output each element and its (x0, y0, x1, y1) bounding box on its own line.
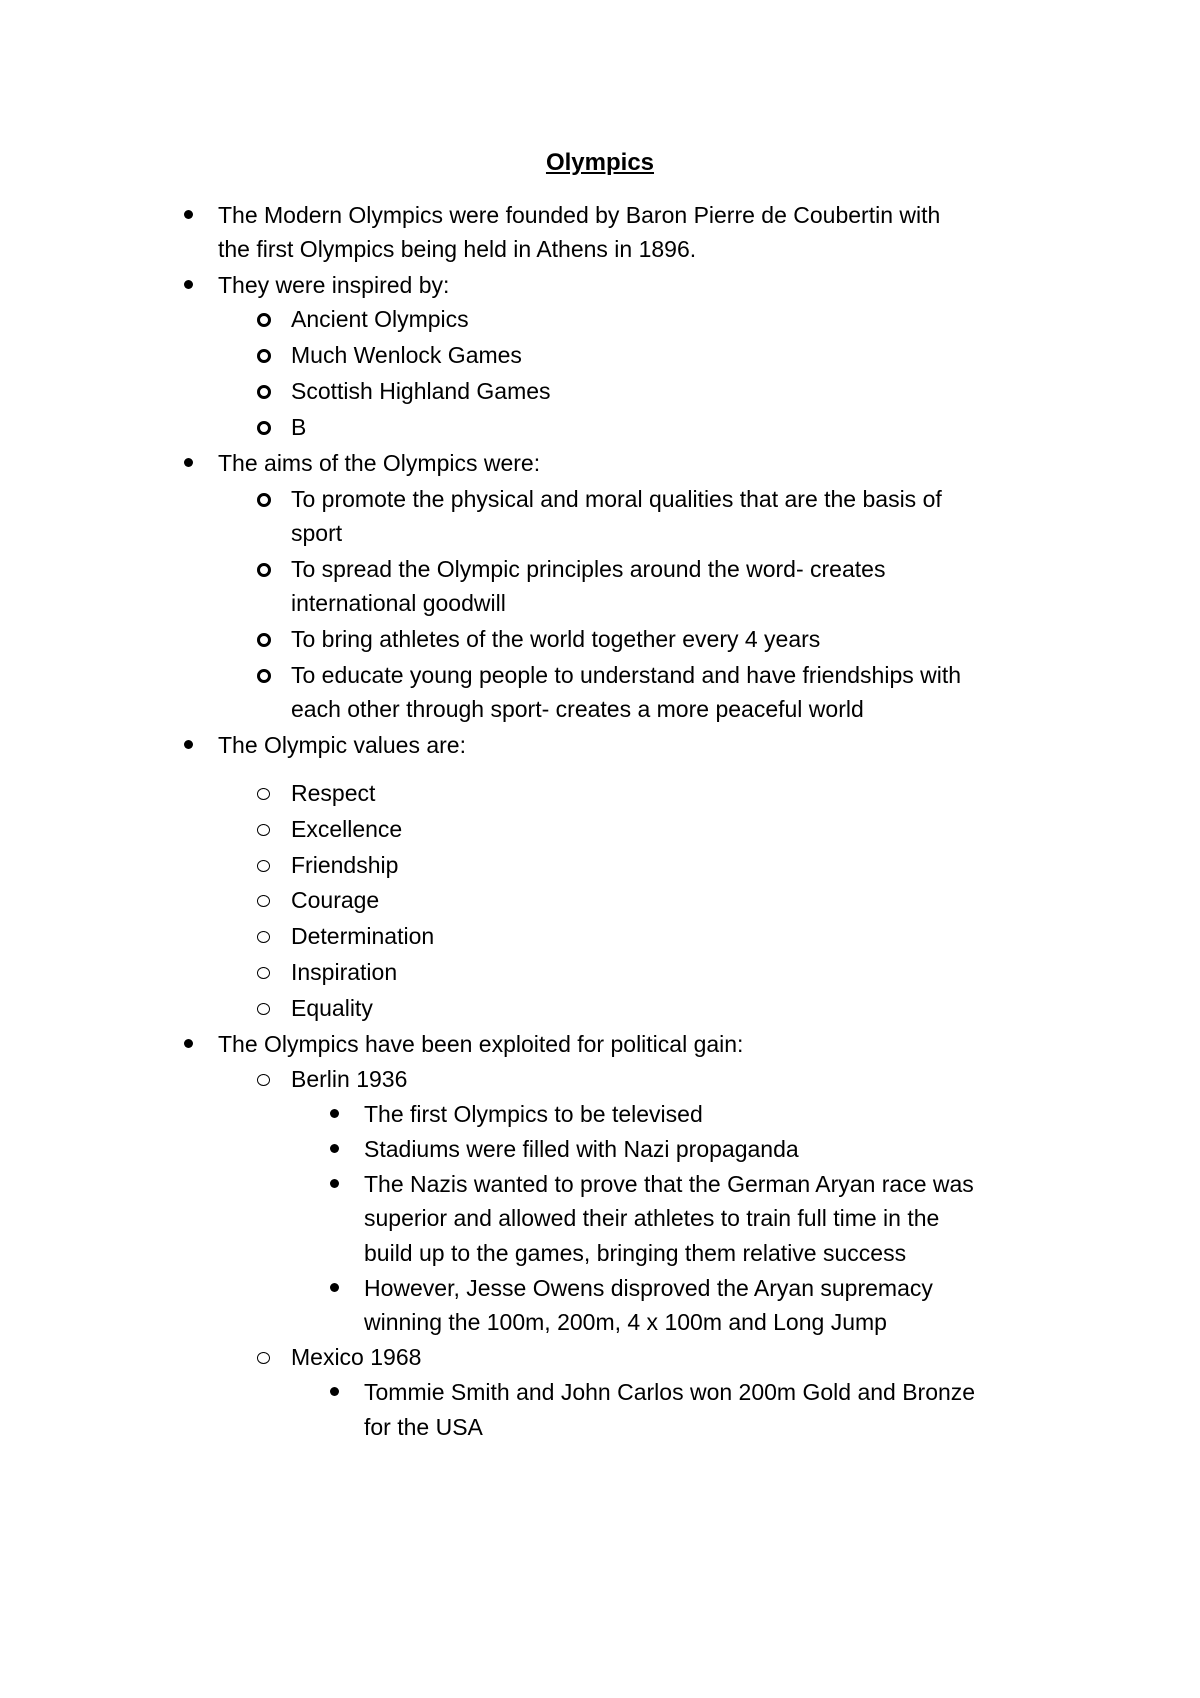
bullet-circle-icon (257, 860, 270, 872)
bullet-dot-icon (330, 1109, 339, 1118)
list-item: The Olympics have been exploited for political gain: (218, 1031, 744, 1057)
list-item: The Nazis wanted to prove that the German Aryan race was (364, 1171, 974, 1197)
bullet-circle-icon (257, 1352, 270, 1364)
bullet-dot-icon (330, 1283, 339, 1292)
bullet-circle-icon (257, 1074, 270, 1086)
list-item: Much Wenlock Games (291, 342, 522, 368)
list-item: Berlin 1936 (291, 1066, 408, 1092)
bullet-circle-icon (257, 895, 270, 907)
list-item-continuation: build up to the games, bringing them relative success (364, 1240, 907, 1266)
list-item: Determination (291, 923, 435, 949)
list-item: Courage (291, 887, 380, 913)
list-item: Respect (291, 780, 376, 806)
list-item: To bring athletes of the world together every 4 years (291, 626, 821, 652)
list-item: Equality (291, 995, 373, 1021)
bullet-dot-icon (184, 740, 193, 749)
list-item: Inspiration (291, 959, 398, 985)
list-item-continuation: international goodwill (291, 590, 506, 616)
bullet-circle-icon (257, 824, 270, 836)
bullet-circle-bold-icon (257, 421, 271, 435)
bullet-dot-icon (330, 1179, 339, 1188)
bullet-circle-icon (257, 967, 270, 979)
list-item-continuation: winning the 100m, 200m, 4 x 100m and Long Jump (364, 1309, 887, 1335)
list-item: To promote the physical and moral qualities that are the basis of (291, 486, 942, 512)
bullet-circle-bold-icon (257, 633, 271, 647)
list-item: However, Jesse Owens disproved the Aryan supremacy (364, 1275, 933, 1301)
bullet-dot-icon (184, 1039, 193, 1048)
list-item-continuation: each other through sport- creates a more peaceful world (291, 696, 864, 722)
bullet-circle-bold-icon (257, 493, 271, 507)
bullet-dot-icon (184, 458, 193, 467)
bullet-dot-icon (184, 210, 193, 219)
bullet-dot-icon (184, 280, 193, 289)
bullet-circle-icon (257, 1003, 270, 1015)
list-item: The Olympic values are: (218, 732, 466, 758)
list-item-continuation: sport (291, 520, 343, 546)
bullet-circle-icon (257, 788, 270, 800)
bullet-circle-bold-icon (257, 669, 271, 683)
list-item: Mexico 1968 (291, 1344, 422, 1370)
list-item-continuation: the first Olympics being held in Athens in 1896. (218, 236, 697, 262)
list-item: Tommie Smith and John Carlos won 200m Gold and Bronze (364, 1379, 976, 1405)
list-item-continuation: for the USA (364, 1414, 483, 1440)
bullet-circle-bold-icon (257, 313, 271, 327)
page-title: Olympics (545, 149, 655, 176)
list-item: Ancient Olympics (291, 306, 469, 332)
list-item: The aims of the Olympics were: (218, 450, 541, 476)
list-item-continuation: superior and allowed their athletes to train full time in the (364, 1205, 940, 1231)
list-item: Friendship (291, 852, 399, 878)
list-item: The Modern Olympics were founded by Baron Pierre de Coubertin with (218, 202, 941, 228)
bullet-circle-bold-icon (257, 349, 271, 363)
list-item: B (291, 414, 307, 440)
list-item: The first Olympics to be televised (364, 1101, 703, 1127)
list-item: Excellence (291, 816, 403, 842)
bullet-dot-icon (330, 1387, 339, 1396)
bullet-circle-bold-icon (257, 563, 271, 577)
list-item: To spread the Olympic principles around the word- creates (291, 556, 886, 582)
list-item: Stadiums were filled with Nazi propaganda (364, 1136, 799, 1162)
bullet-circle-icon (257, 931, 270, 943)
bullet-circle-bold-icon (257, 385, 271, 399)
list-item: They were inspired by: (218, 272, 450, 298)
list-item: Scottish Highland Games (291, 378, 551, 404)
list-item: To educate young people to understand and have friendships with (291, 662, 962, 688)
bullet-dot-icon (330, 1144, 339, 1153)
